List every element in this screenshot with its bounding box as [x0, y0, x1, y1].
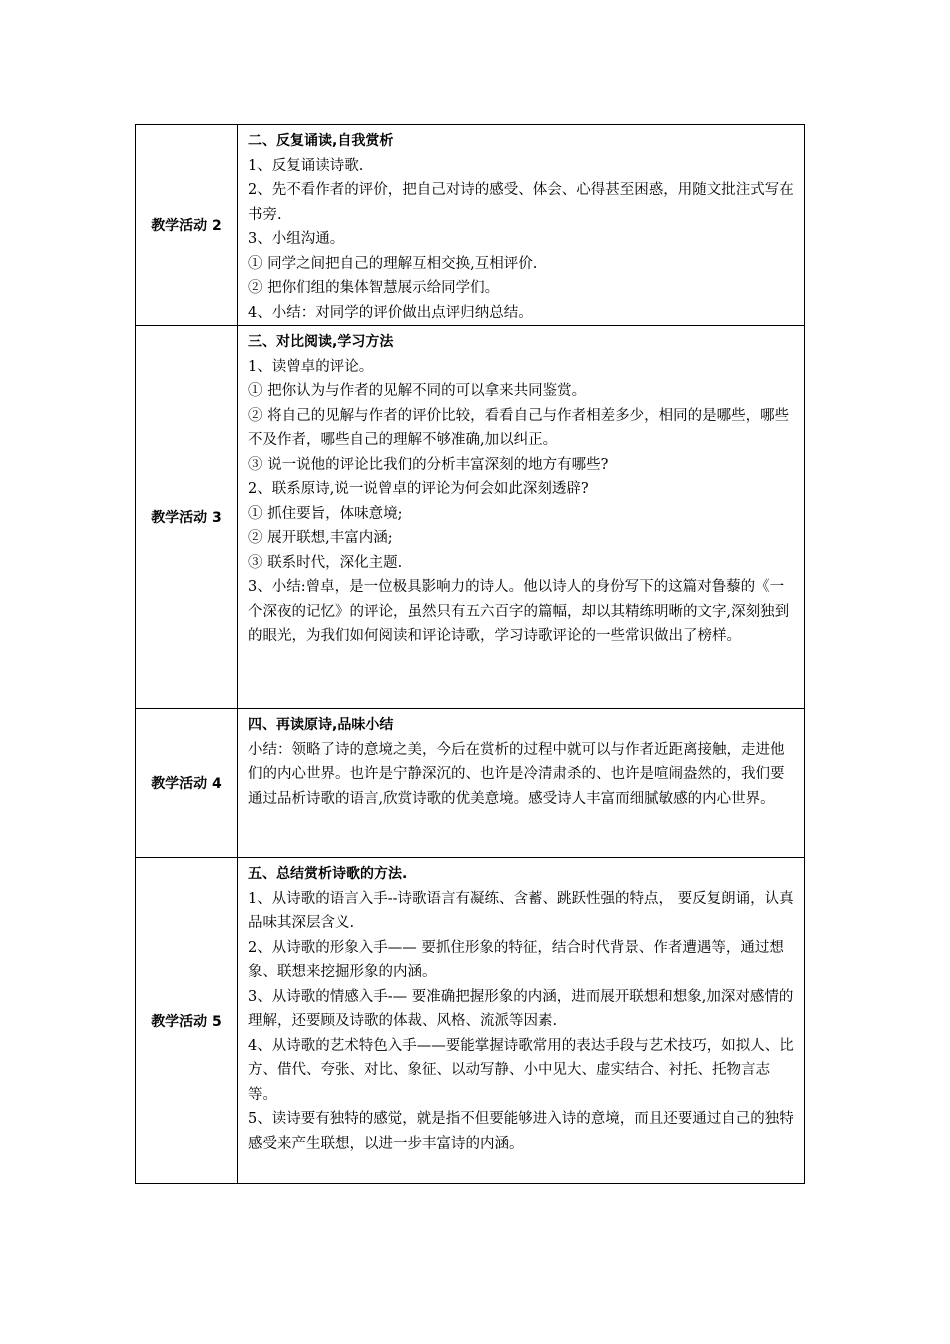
row-content	[238, 709, 805, 858]
section-title: 二、反复诵读,自我赏析	[248, 133, 394, 149]
content-line: 4、小结：对同学的评价做出点评归纳总结。	[248, 304, 533, 321]
table-row	[136, 709, 805, 858]
content-line: 3、从诗歌的情感入手-— 要准确把握形象的内涵，进而展开联想和想象,加深对感情的理解，还要顾及诗歌的体裁、风格、流派等因素.	[248, 988, 794, 1029]
content-line: ① 把你认为与作者的见解不同的可以拿来共同鉴赏。	[248, 383, 587, 399]
row-content	[238, 326, 805, 709]
content-line: 2、先不看作者的评价，把自己对诗的感受、体会、心得甚至困惑，用随文批注式写在书旁.	[248, 182, 794, 223]
table-row	[136, 125, 805, 326]
content-line: ② 把你们组的集体智慧展示给同学们。	[248, 280, 500, 296]
row-label: 教学活动 3	[136, 326, 238, 709]
lesson-table	[135, 124, 805, 1184]
row-content	[238, 858, 805, 1184]
content-line: ② 将自己的见解与作者的评价比较，看看自己与作者相差多少，相同的是哪些，哪些不及作者，哪些自己的理解不够准确,加以纠正。	[248, 407, 790, 448]
content-line: ① 同学之间把自己的理解互相交换,互相评价.	[248, 255, 538, 272]
content-line: 3、小结:曾卓，是一位极具影响力的诗人。他以诗人的身份写下的这篇对鲁藜的《一个深夜的记忆》的评论，虽然只有五六百字的篇幅，却以其精练明晰的文字,深刻独到的眼光，为我们如何阅读和评论诗歌，学习诗歌评论的一些常识做出了榜样。	[248, 579, 790, 644]
content-line: 2、从诗歌的形象入手—— 要抓住形象的特征，结合时代背景、作者遭遇等，通过想象、联想来挖掘形象的内涵。	[248, 939, 784, 980]
section-title: 五、总结赏析诗歌的方法.	[248, 866, 408, 882]
row-content	[238, 125, 805, 326]
content-line: ② 展开联想,丰富内涵;	[248, 530, 393, 546]
table-row	[136, 326, 805, 709]
row-label: 教学活动 5	[136, 858, 238, 1184]
section-title: 三、对比阅读,学习方法	[248, 334, 394, 350]
content-line: 1、从诗歌的语言入手--诗歌语言有凝练、含蓄、跳跃性强的特点， 要反复朗诵，认真品味其深层含义.	[248, 890, 794, 931]
content-line: 5、读诗要有独特的感觉，就是指不但要能够进入诗的意境，而且还要通过自己的独特感受来产生联想，以进一步丰富诗的内涵。	[248, 1111, 794, 1152]
content-line: 3、小组沟通。	[248, 231, 345, 247]
content-line: 4、从诗歌的艺术特色入手——要能掌握诗歌常用的表达手段与艺术技巧，如拟人、比方、借代、夸张、对比、象征、以动写静、小中见大、虚实结合、衬托、托物言志等。	[248, 1037, 794, 1103]
row-label: 教学活动 4	[136, 709, 238, 858]
content-line: 小结：领略了诗的意境之美，今后在赏析的过程中就可以与作者近距离接触，走进他们的内心世界。也许是宁静深沉的、也许是冷清肃杀的、也许是喧闹盎然的，我们要通过品析诗歌的语言,欣赏诗歌的优美意境。感受诗人丰富而细腻敏感的内心世界。	[248, 741, 785, 807]
content-line: ③ 说一说他的评论比我们的分析丰富深刻的地方有哪些?	[248, 456, 609, 473]
content-line: ③ 联系时代，深化主题.	[248, 554, 403, 571]
table-row	[136, 858, 805, 1184]
content-line: ① 抓住要旨，体味意境;	[248, 505, 403, 522]
row-label: 教学活动 2	[136, 125, 238, 326]
content-line: 2、联系原诗,说一说曾卓的评论为何会如此深刻透辟?	[248, 481, 589, 497]
section-title: 四、再读原诗,品味小结	[248, 717, 394, 733]
content-line: 1、反复诵读诗歌.	[248, 157, 364, 174]
content-line: 1、读曾卓的评论。	[248, 358, 374, 375]
